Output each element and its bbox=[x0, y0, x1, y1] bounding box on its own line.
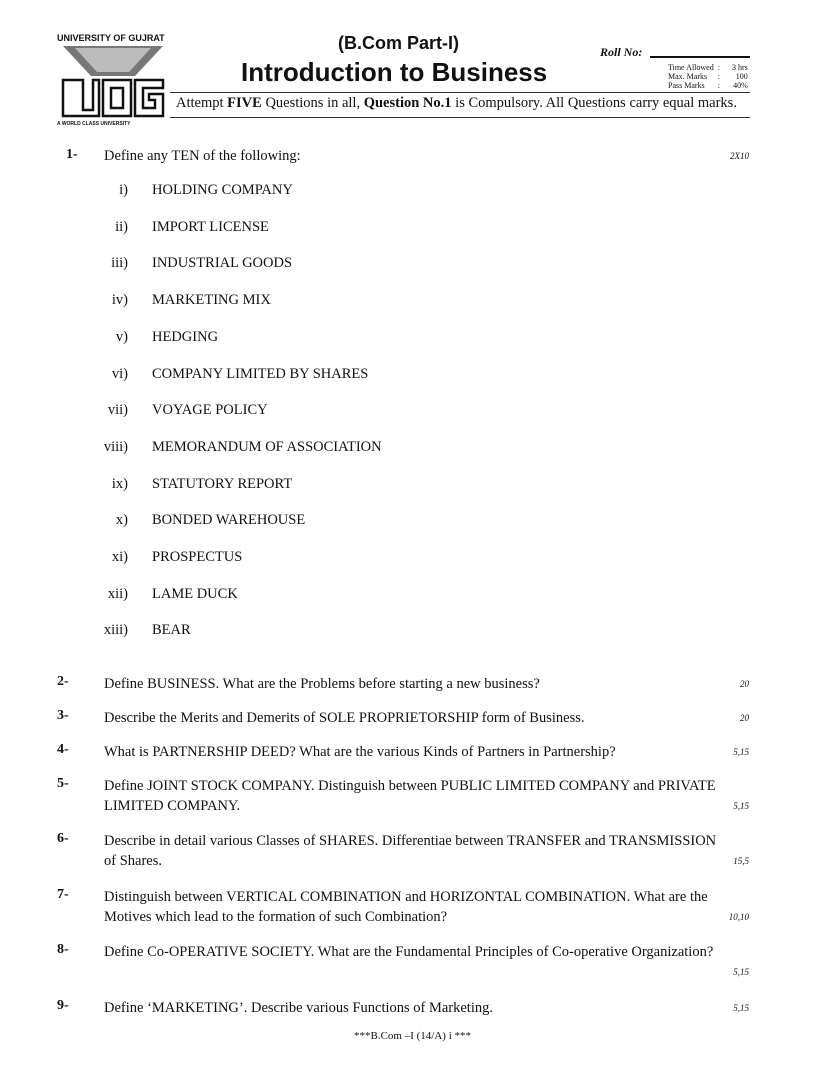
item-numeral: vii) bbox=[107, 402, 128, 419]
question-marks: 10,10 bbox=[728, 912, 749, 922]
definition-item: LAME DUCK bbox=[152, 585, 238, 602]
definition-item: COMPANY LIMITED BY SHARES bbox=[152, 365, 369, 382]
question-number: 3- bbox=[57, 708, 69, 723]
question-text: Describe in detail various Classes of SHARES. Differentiae between TRANSFER and TRANSMISSION of Shares. bbox=[104, 833, 717, 869]
definition-item: PROSPECTUS bbox=[152, 549, 243, 565]
page-footer: ***B.Com –I (14/A) i *** bbox=[353, 1030, 472, 1042]
question-marks: 20 bbox=[740, 713, 749, 723]
meta-value: 100 bbox=[735, 72, 748, 81]
item-numeral: xi) bbox=[111, 549, 128, 565]
question-marks: 5,15 bbox=[733, 801, 749, 811]
question-number: 5- bbox=[57, 776, 69, 791]
paper-title: Introduction to Business bbox=[241, 57, 548, 87]
item-numeral: vi) bbox=[111, 365, 128, 382]
item-numeral: ii) bbox=[115, 218, 128, 235]
exam-meta: Time Allowed : 3 hrs Max. Marks : 100 Pass Marks : 40% bbox=[668, 63, 752, 90]
question-marks: 20 bbox=[740, 679, 749, 689]
item-numeral: xiii) bbox=[103, 622, 128, 639]
question-marks: 2X10 bbox=[730, 151, 749, 161]
definition-item: STATUTORY REPORT bbox=[152, 475, 293, 492]
divider bbox=[170, 117, 750, 118]
item-numeral: x) bbox=[115, 512, 128, 529]
item-numeral: viii) bbox=[103, 438, 128, 455]
definition-item: BEAR bbox=[152, 622, 191, 639]
definition-item: MARKETING MIX bbox=[152, 292, 271, 309]
question-text: Define any TEN of the following: bbox=[104, 148, 301, 164]
question-text: Define ‘MARKETING’. Describe various Functions of Marketing. bbox=[104, 1000, 493, 1016]
item-numeral: i) bbox=[119, 182, 128, 198]
definition-item: MEMORANDUM OF ASSOCIATION bbox=[152, 438, 382, 455]
university-logo bbox=[55, 46, 170, 118]
question-marks: 5,15 bbox=[733, 747, 749, 757]
definition-item: BONDED WAREHOUSE bbox=[152, 512, 306, 529]
question-number: 2- bbox=[57, 674, 69, 689]
university-tagline: A WORLD CLASS UNIVERSITY bbox=[57, 121, 131, 127]
item-numeral: iv) bbox=[111, 292, 128, 309]
definition-item: VOYAGE POLICY bbox=[152, 402, 268, 419]
question-text: Define BUSINESS. What are the Problems before starting a new business? bbox=[104, 676, 540, 692]
definition-item: HOLDING COMPANY bbox=[152, 182, 293, 198]
item-numeral: ix) bbox=[111, 475, 128, 492]
meta-label: Max. Marks bbox=[668, 72, 708, 81]
roll-no-line bbox=[650, 56, 750, 58]
item-numeral: iii) bbox=[111, 255, 128, 272]
meta-value: 40% bbox=[733, 81, 748, 90]
item-numeral: v) bbox=[115, 328, 128, 345]
meta-label: Time Allowed bbox=[668, 63, 714, 72]
question-number: 9- bbox=[57, 998, 69, 1013]
roll-no-label: Roll No: bbox=[600, 45, 643, 59]
item-numeral: xii) bbox=[107, 585, 128, 602]
question-number: 6- bbox=[57, 831, 69, 846]
question-number: 7- bbox=[57, 887, 69, 902]
question-number: 1- bbox=[66, 147, 78, 162]
definition-item: IMPORT LICENSE bbox=[152, 218, 269, 235]
definition-item: HEDGING bbox=[152, 328, 219, 345]
question-marks: 5,15 bbox=[733, 1003, 749, 1013]
meta-value: 3 hrs bbox=[731, 63, 748, 72]
instructions: Attempt FIVE Questions in all, Question No.1 is Compulsory. All Questions carry equal marks. bbox=[176, 95, 737, 111]
course-part: (B.Com Part-I) bbox=[338, 33, 459, 53]
definition-item: INDUSTRIAL GOODS bbox=[152, 255, 293, 272]
question-text: Define JOINT STOCK COMPANY. Distinguish between PUBLIC LIMITED COMPANY and PRIVATE LIMITED COMPANY. bbox=[104, 778, 716, 814]
question-text: Describe the Merits and Demerits of SOLE PROPRIETORSHIP form of Business. bbox=[104, 710, 585, 726]
question-text: What is PARTNERSHIP DEED? What are the various Kinds of Partners in Partnership? bbox=[104, 744, 616, 760]
meta-label: Pass Marks bbox=[668, 81, 705, 90]
question-marks: 5,15 bbox=[733, 967, 749, 977]
question-marks: 15,5 bbox=[733, 856, 749, 866]
question-text: Define Co-OPERATIVE SOCIETY. What are the Fundamental Principles of Co-operative Organization? bbox=[104, 944, 714, 960]
question-number: 4- bbox=[57, 742, 69, 757]
university-name: UNIVERSITY OF GUJRAT bbox=[57, 33, 165, 43]
question-number: 8- bbox=[57, 942, 69, 957]
question-text: Distinguish between VERTICAL COMBINATION and HORIZONTAL COMBINATION. What are the Motives which lead to the formation of such Combination? bbox=[104, 889, 708, 925]
divider bbox=[170, 92, 750, 93]
